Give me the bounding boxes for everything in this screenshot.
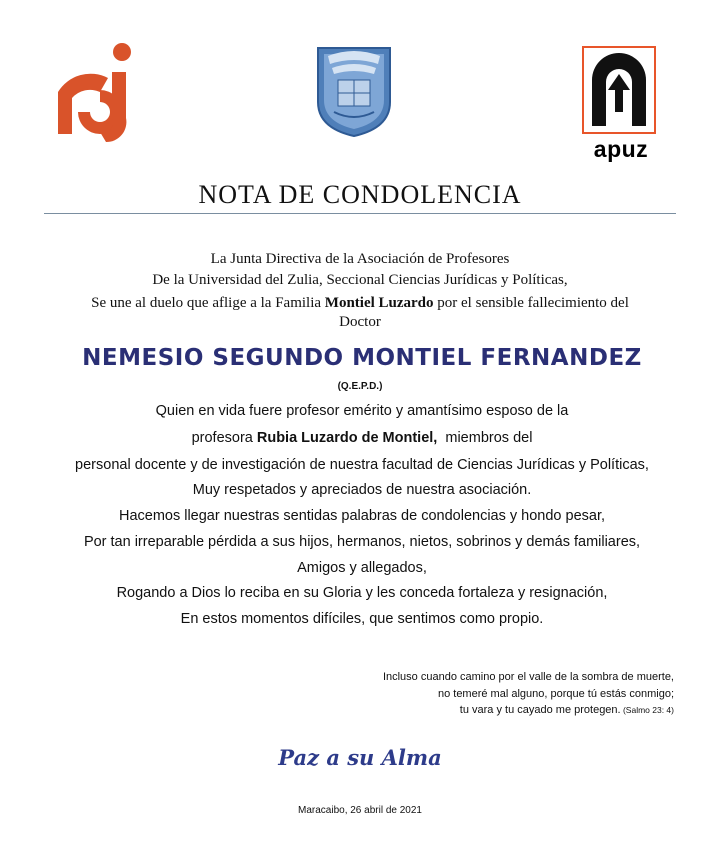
document-date: Maracaibo, 26 abril de 2021 <box>298 805 422 816</box>
body-line-4: Muy respetados y apreciados de nuestra asociación. <box>192 482 532 498</box>
psalm-line-1: Incluso cuando camino por el valle de la sombra de muerte, <box>382 671 674 683</box>
intro-line-3: Se une al duelo que aflige a la Familia Montiel Luzardo por el sensible fallecimiento del <box>91 295 629 311</box>
closing-phrase: Paz a su Alma <box>278 745 442 770</box>
body-line-2: profesora Rubia Luzardo de Montiel, miembros del <box>191 430 533 446</box>
body-line-7: Amigos y allegados, <box>297 560 427 576</box>
body-line-9: En estos momentos difíciles, que sentimos como propio. <box>180 611 544 627</box>
qepd-label: (Q.E.P.D.) <box>337 381 383 392</box>
title-divider <box>44 213 676 214</box>
intro-line-4: Doctor <box>339 314 381 330</box>
intro-line-2: De la Universidad del Zulia, Seccional Ciencias Jurídicas y Políticas, <box>152 272 568 288</box>
deceased-name: NEMESIO SEGUNDO MONTIEL FERNANDEZ <box>82 345 642 371</box>
body-line-6: Por tan irreparable pérdida a sus hijos, hermanos, nietos, sobrinos y demás familiares, <box>83 534 641 550</box>
apuz-logo <box>582 46 656 134</box>
psalm-line-2: no temeré mal alguno, porque tú estás conmigo; <box>437 688 674 700</box>
university-seal <box>314 42 394 138</box>
family-name: Montiel Luzardo <box>324 295 434 311</box>
body-line-1: Quien en vida fuere profesor emérito y amantísimo esposo de la <box>155 403 569 419</box>
body-line-8: Rogando a Dios lo reciba en su Gloria y les conceda fortaleza y resignación, <box>116 585 608 601</box>
body-line-3: personal docente y de investigación de nuestra facultad de Ciencias Jurídicas y Políticas, <box>75 457 649 473</box>
psalm-line-3: tu vara y tu cayado me protegen. (Salmo 23: 4) <box>459 704 674 716</box>
widow-name: Rubia Luzardo de Montiel, <box>256 430 438 446</box>
body-line-5: Hacemos llegar nuestras sentidas palabras de condolencias y hondo pesar, <box>118 508 606 524</box>
psalm-reference: (Salmo 23: 4) <box>620 705 674 715</box>
intro-line-1: La Junta Directiva de la Asociación de Profesores <box>210 251 510 267</box>
document-title: NOTA DE CONDOLENCIA <box>198 180 522 209</box>
rpj-logo <box>50 42 136 146</box>
apuz-logo-text: apuz <box>593 136 649 162</box>
